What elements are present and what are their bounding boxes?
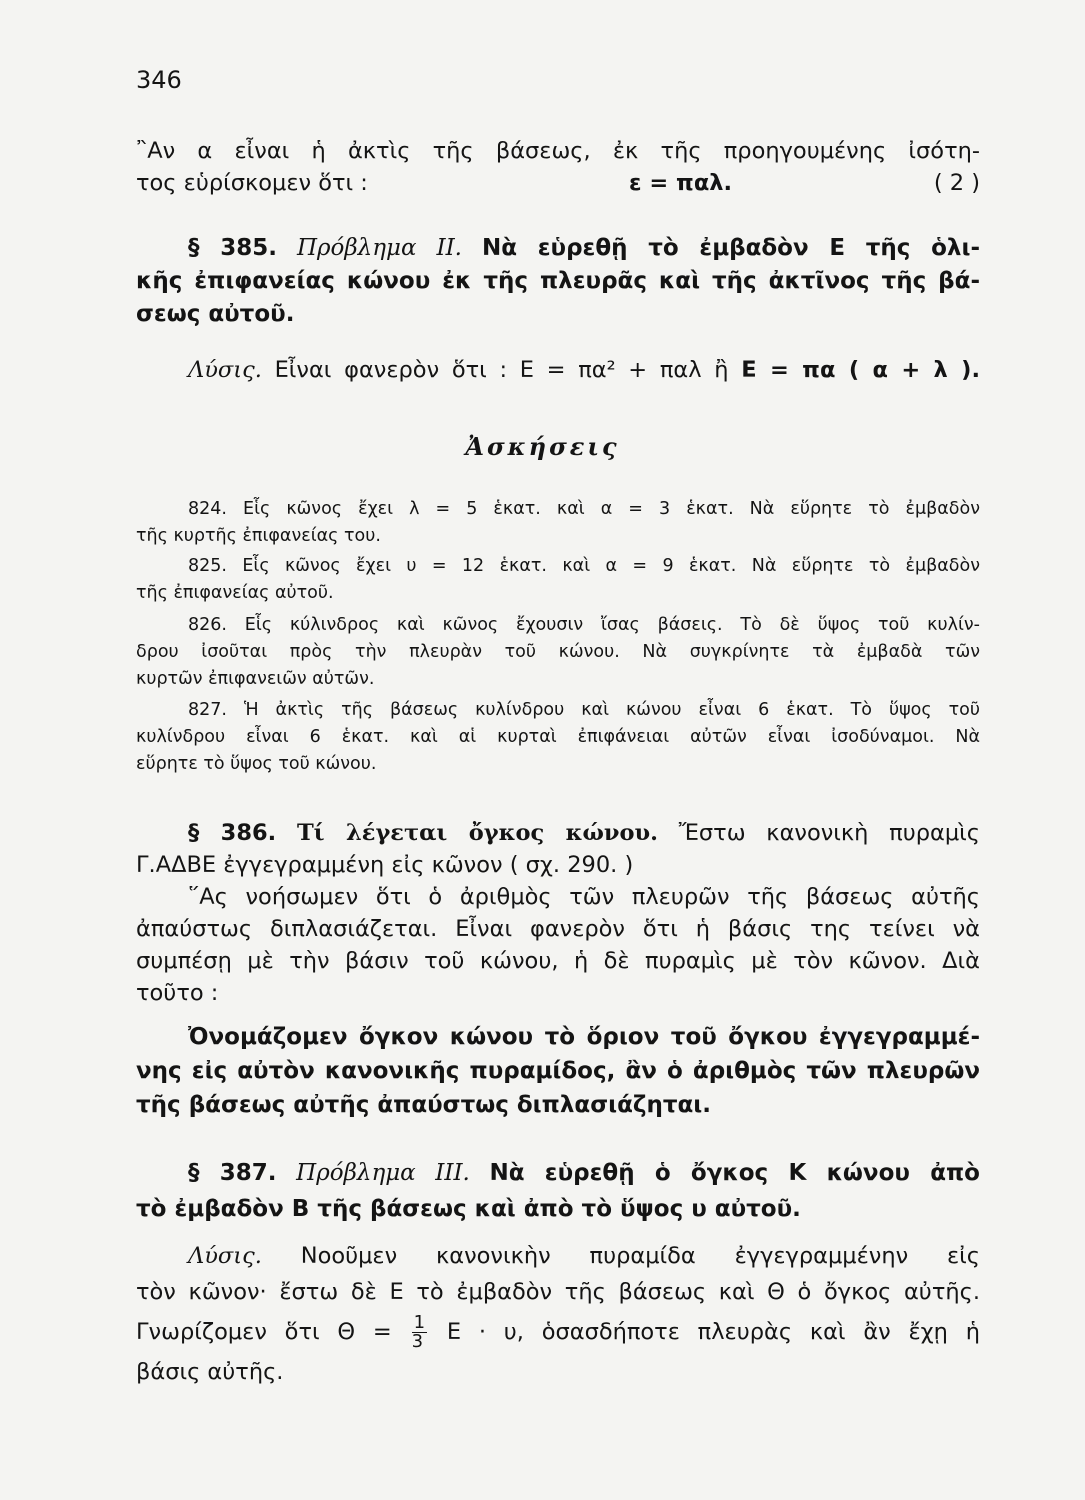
- section-386-line-1: [136, 817, 980, 849]
- definition-line-2: νης εἰς αὐτὸν κανονικῆς πυραμίδος, ἂν ὁ ἀριθμὸς τῶν πλευρῶν: [136, 1058, 980, 1084]
- section-386-line-3: ῞Ας νοήσωμεν ὅτι ὁ ἀριθμὸς τῶν πλευρῶν τῆς βάσεως αὐτῆς: [188, 884, 980, 910]
- exercise-827-line-2: κυλίνδρου εἶναι 6 ἑκατ. καὶ αἱ κυρταὶ ἐπιφάνειαι αὐτῶν εἶναι ἰσοδύναμοι. Νὰ: [136, 727, 980, 747]
- section-386-line-5: συμπέσῃ μὲ τὴν βάσιν τοῦ κώνου, ἡ δὲ πυραμὶς μὲ τὸν κῶνον. Διὰ: [136, 948, 980, 974]
- solution-387: [136, 1238, 980, 1390]
- exercise-825: [136, 553, 980, 607]
- section-387-label: Πρόβλημα ΙΙΙ.: [296, 1160, 470, 1186]
- section-387-title-2: τὸ ἐμβαδὸν Β τῆς βάσεως καὶ ἀπὸ τὸ ὕψος υ αὐτοῦ.: [136, 1196, 801, 1222]
- exercise-824: [136, 496, 980, 550]
- section-385: [136, 232, 980, 331]
- solution-387-label: Λύσις.: [188, 1243, 262, 1269]
- intro-paragraph: [136, 135, 980, 199]
- solution-385-result: Ε = πα ( α + λ ).: [741, 357, 980, 383]
- solution-387-line-3: [136, 1310, 980, 1354]
- fraction-denominator: 3: [411, 1331, 424, 1352]
- section-385-label: Πρόβλημα ΙΙ.: [296, 235, 462, 261]
- exercise-827: [136, 697, 980, 778]
- perimeter-formula: ε = παλ.: [629, 170, 733, 196]
- fraction-numerator: 1: [413, 1312, 426, 1333]
- section-386-title: Τί λέγεται ὄγκος κώνου.: [296, 820, 658, 846]
- section-387-number: § 387.: [188, 1160, 277, 1186]
- exercise-826: [136, 612, 980, 693]
- section-385-line-1: [136, 232, 980, 265]
- intro-line-2-wrap: [136, 167, 980, 199]
- section-386-number: § 386.: [188, 820, 277, 846]
- definition-line-1: Ὀνομάζομεν ὄγκον κώνου τὸ ὅριον τοῦ ὄγκου ἐγγεγραμμέ-: [188, 1024, 980, 1050]
- solution-387-line-3-post: Ε · υ, ὁσασδήποτε πλευρὰς καὶ ἂν ἔχῃ ἡ: [446, 1319, 980, 1345]
- section-385-title-1: Νὰ εὑρεθῇ τὸ ἐμβαδὸν Ε τῆς ὁλι-: [482, 235, 980, 261]
- intro-line-1: ῍Αν α εἶναι ἡ ἀκτὶς τῆς βάσεως, ἐκ τῆς προηγουμένης ἰσότη-: [136, 138, 980, 164]
- section-386-line-2: Γ.ΑΔΒΕ ἐγγεγραμμένη εἰς κῶνον ( σχ. 290. ): [136, 852, 634, 878]
- exercise-824-line-1: 824. Εἷς κῶνος ἔχει λ = 5 ἑκατ. καὶ α = 3 ἑκατ. Νὰ εὕρητε τὸ ἐμβαδὸν: [188, 499, 980, 519]
- exercise-824-line-2: τῆς κυρτῆς ἐπιφανείας του.: [136, 526, 381, 546]
- one-third-fraction: [412, 1314, 427, 1351]
- page-number: 346: [136, 66, 182, 94]
- section-387-title-1: Νὰ εὑρεθῇ ὁ ὄγκος Κ κώνου ἀπὸ: [489, 1160, 980, 1186]
- section-387-line-1: [136, 1155, 980, 1191]
- exercise-825-line-1: 825. Εἷς κῶνος ἔχει υ = 12 ἑκατ. καὶ α = 9 ἑκατ. Νὰ εὕρητε τὸ ἐμβαδὸν: [188, 556, 980, 576]
- section-385-number: § 385.: [188, 235, 277, 261]
- definition-paragraph: [136, 1020, 980, 1122]
- section-385-title-2: κῆς ἐπιφανείας κώνου ἐκ τῆς πλευρᾶς καὶ τῆς ἀκτῖνος τῆς βά-: [136, 268, 980, 294]
- section-386: [136, 817, 980, 1009]
- section-386-line-4: ἀπαύστως διπλασιάζεται. Εἶναι φανερὸν ὅτι ἡ βάσις της τείνει νὰ: [136, 916, 980, 942]
- exercises-heading: Ἀσκήσεις: [465, 432, 620, 461]
- section-386-line-1-rest: Ἔστω κανονικὴ πυραμὶς: [678, 820, 980, 846]
- exercise-826-line-3: κυρτῶν ἐπιφανειῶν αὐτῶν.: [136, 669, 375, 689]
- exercise-827-line-1: 827. Ἡ ἀκτὶς τῆς βάσεως κυλίνδρου καὶ κώνου εἶναι 6 ἑκατ. Τὸ ὕψος τοῦ: [188, 700, 980, 720]
- section-387: [136, 1155, 980, 1227]
- solution-387-line-2: τὸν κῶνον· ἔστω δὲ Ε τὸ ἐμβαδὸν τῆς βάσεως καὶ Θ ὁ ὄγκος αὐτῆς.: [136, 1279, 980, 1305]
- solution-385-line: [136, 354, 980, 386]
- exercise-825-line-2: τῆς ἐπιφανείας αὐτοῦ.: [136, 583, 334, 603]
- intro-line-2: τος εὑρίσκομεν ὅτι :: [136, 170, 368, 196]
- solution-385-text: Εἶναι φανερὸν ὅτι : Ε = πα² + παλ ἢ: [274, 357, 729, 383]
- exercise-826-line-1: 826. Εἷς κύλινδρος καὶ κῶνος ἔχουσιν ἴσας βάσεις. Τὸ δὲ ὕψος τοῦ κυλίν-: [188, 615, 980, 635]
- equation-number: ( 2 ): [933, 170, 980, 196]
- solution-385: [136, 354, 980, 386]
- exercise-827-line-3: εὕρητε τὸ ὕψος τοῦ κώνου.: [136, 754, 377, 774]
- definition-line-3: τῆς βάσεως αὐτῆς ἀπαύστως διπλασιάζηται.: [136, 1092, 712, 1118]
- solution-387-line-1-rest: Νοοῦμεν κανονικὴν πυραμίδα ἐγγεγραμμένην εἰς: [300, 1243, 981, 1269]
- exercise-826-line-2: δρου ἰσοῦται πρὸς τὴν πλευρὰν τοῦ κώνου. Νὰ συγκρίνητε τὰ ἐμβαδὰ τῶν: [136, 642, 980, 662]
- solution-385-label: Λύσις.: [188, 357, 262, 383]
- solution-387-line-4: βάσις αὐτῆς.: [136, 1359, 284, 1385]
- solution-387-line-3-pre: Γνωρίζομεν ὅτι Θ =: [136, 1319, 392, 1345]
- section-386-line-6: τοῦτο :: [136, 980, 219, 1006]
- solution-387-line-1: [136, 1238, 980, 1274]
- section-385-title-3: σεως αὐτοῦ.: [136, 301, 295, 327]
